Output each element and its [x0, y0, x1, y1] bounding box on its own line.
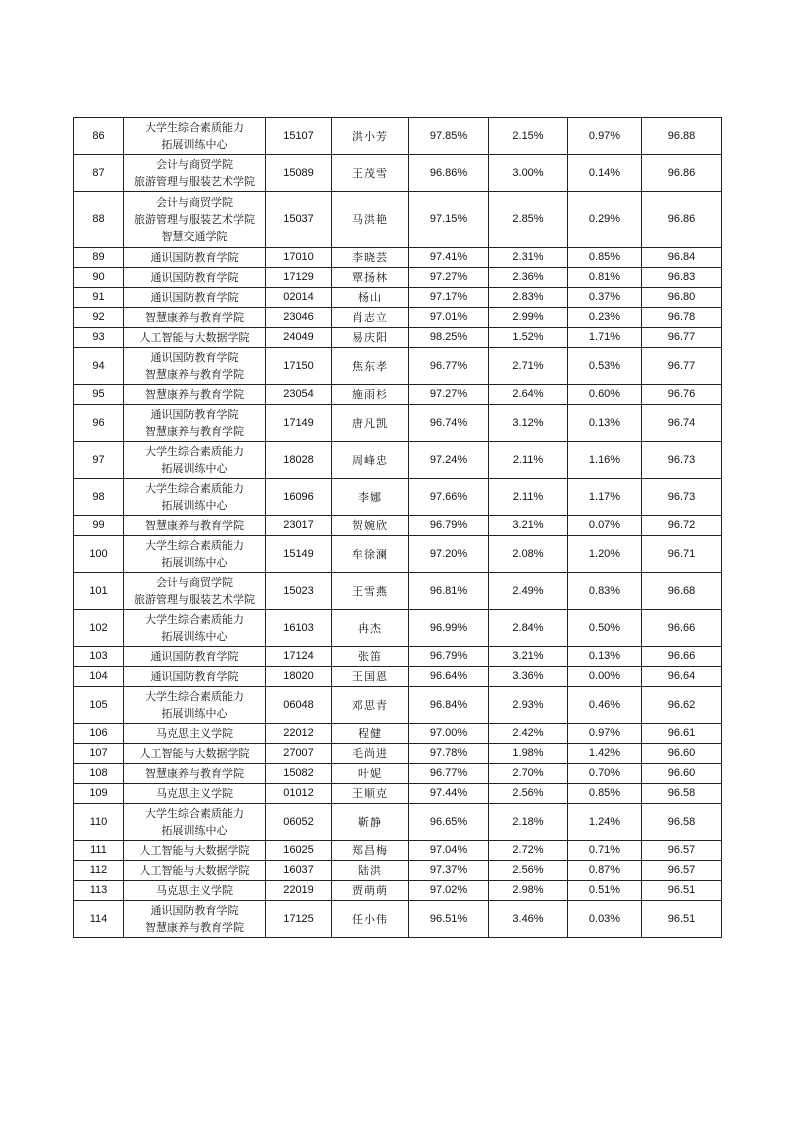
score-cell: 96.64: [642, 667, 722, 687]
id-cell: 16096: [266, 479, 332, 516]
department-cell: 通识国防教育学院 智慧康养与教育学院: [124, 901, 266, 938]
name-cell: 靳静: [332, 804, 409, 841]
rate1-cell: 97.27%: [409, 268, 489, 288]
rank-cell: 86: [74, 118, 124, 155]
score-table: [73, 117, 722, 938]
rate1-cell: 96.79%: [409, 516, 489, 536]
score-cell: 96.51: [642, 901, 722, 938]
name-cell: 毛尚进: [332, 744, 409, 764]
department-cell: 会计与商贸学院 旅游管理与服装艺术学院: [124, 155, 266, 192]
rate1-cell: 97.02%: [409, 881, 489, 901]
name-cell: 郑昌梅: [332, 841, 409, 861]
name-cell: 王顺克: [332, 784, 409, 804]
rank-cell: 90: [74, 268, 124, 288]
rate1-cell: 96.79%: [409, 647, 489, 667]
rate1-cell: 97.37%: [409, 861, 489, 881]
rate2-cell: 2.15%: [489, 118, 568, 155]
table-row: [74, 744, 722, 764]
department-cell: 人工智能与大数据学院: [124, 328, 266, 348]
id-cell: 15082: [266, 764, 332, 784]
score-cell: 96.78: [642, 308, 722, 328]
name-cell: 焦东孝: [332, 348, 409, 385]
rate1-cell: 97.04%: [409, 841, 489, 861]
rate2-cell: 2.11%: [489, 442, 568, 479]
department-cell: 通识国防教育学院: [124, 647, 266, 667]
rate2-cell: 2.70%: [489, 764, 568, 784]
score-cell: 96.86: [642, 155, 722, 192]
rank-cell: 92: [74, 308, 124, 328]
name-cell: 覃扬林: [332, 268, 409, 288]
table-row: [74, 861, 722, 881]
table-row: [74, 155, 722, 192]
score-cell: 96.84: [642, 248, 722, 268]
rank-cell: 100: [74, 536, 124, 573]
rate1-cell: 96.77%: [409, 348, 489, 385]
rate2-cell: 2.85%: [489, 192, 568, 248]
rate3-cell: 1.24%: [568, 804, 642, 841]
table-row: [74, 328, 722, 348]
rate3-cell: 1.17%: [568, 479, 642, 516]
rate2-cell: 1.52%: [489, 328, 568, 348]
score-cell: 96.72: [642, 516, 722, 536]
table-row: [74, 268, 722, 288]
rate1-cell: 98.25%: [409, 328, 489, 348]
score-cell: 96.76: [642, 385, 722, 405]
rate1-cell: 97.20%: [409, 536, 489, 573]
score-cell: 96.71: [642, 536, 722, 573]
department-cell: 智慧康养与教育学院: [124, 308, 266, 328]
name-cell: 贾萌萌: [332, 881, 409, 901]
id-cell: 15037: [266, 192, 332, 248]
rate2-cell: 1.98%: [489, 744, 568, 764]
name-cell: 马洪艳: [332, 192, 409, 248]
table-row: [74, 647, 722, 667]
score-cell: 96.73: [642, 442, 722, 479]
score-cell: 96.73: [642, 479, 722, 516]
id-cell: 22012: [266, 724, 332, 744]
table-row: [74, 764, 722, 784]
rate2-cell: 2.84%: [489, 610, 568, 647]
rate1-cell: 97.01%: [409, 308, 489, 328]
rate3-cell: 0.14%: [568, 155, 642, 192]
name-cell: 肖志立: [332, 308, 409, 328]
department-cell: 通识国防教育学院: [124, 248, 266, 268]
rate1-cell: 96.81%: [409, 573, 489, 610]
rate3-cell: 0.23%: [568, 308, 642, 328]
department-cell: 会计与商贸学院 旅游管理与服装艺术学院 智慧交通学院: [124, 192, 266, 248]
rate2-cell: 2.42%: [489, 724, 568, 744]
rank-cell: 110: [74, 804, 124, 841]
name-cell: 杨山: [332, 288, 409, 308]
department-cell: 马克思主义学院: [124, 784, 266, 804]
rate2-cell: 2.56%: [489, 784, 568, 804]
id-cell: 06052: [266, 804, 332, 841]
rate1-cell: 96.64%: [409, 667, 489, 687]
name-cell: 施雨杉: [332, 385, 409, 405]
score-cell: 96.60: [642, 764, 722, 784]
table-row: [74, 901, 722, 938]
rate1-cell: 96.77%: [409, 764, 489, 784]
rate1-cell: 97.41%: [409, 248, 489, 268]
id-cell: 23054: [266, 385, 332, 405]
rate1-cell: 97.44%: [409, 784, 489, 804]
rank-cell: 111: [74, 841, 124, 861]
rate3-cell: 0.70%: [568, 764, 642, 784]
rank-cell: 112: [74, 861, 124, 881]
id-cell: 15023: [266, 573, 332, 610]
score-cell: 96.88: [642, 118, 722, 155]
rank-cell: 106: [74, 724, 124, 744]
name-cell: 洪小芳: [332, 118, 409, 155]
id-cell: 23046: [266, 308, 332, 328]
table-row: [74, 479, 722, 516]
rank-cell: 99: [74, 516, 124, 536]
rank-cell: 96: [74, 405, 124, 442]
table-row: [74, 442, 722, 479]
rate3-cell: 0.07%: [568, 516, 642, 536]
table-row: [74, 667, 722, 687]
name-cell: 陆洪: [332, 861, 409, 881]
score-cell: 96.74: [642, 405, 722, 442]
id-cell: 18020: [266, 667, 332, 687]
table-row: [74, 724, 722, 744]
rate2-cell: 2.08%: [489, 536, 568, 573]
rate2-cell: 2.31%: [489, 248, 568, 268]
rate2-cell: 2.98%: [489, 881, 568, 901]
table-row: [74, 573, 722, 610]
department-cell: 人工智能与大数据学院: [124, 744, 266, 764]
score-cell: 96.77: [642, 348, 722, 385]
table-row: [74, 348, 722, 385]
table-row: [74, 385, 722, 405]
score-cell: 96.58: [642, 804, 722, 841]
rate2-cell: 2.18%: [489, 804, 568, 841]
rate2-cell: 2.72%: [489, 841, 568, 861]
table-row: [74, 841, 722, 861]
table-row: [74, 804, 722, 841]
name-cell: 王茂雪: [332, 155, 409, 192]
department-cell: 大学生综合素质能力 拓展训练中心: [124, 687, 266, 724]
rate1-cell: 97.27%: [409, 385, 489, 405]
rate3-cell: 0.29%: [568, 192, 642, 248]
rank-cell: 102: [74, 610, 124, 647]
score-cell: 96.83: [642, 268, 722, 288]
table-row: [74, 536, 722, 573]
table-row: [74, 516, 722, 536]
id-cell: 16103: [266, 610, 332, 647]
id-cell: 16025: [266, 841, 332, 861]
rate2-cell: 2.56%: [489, 861, 568, 881]
rate3-cell: 0.46%: [568, 687, 642, 724]
rate1-cell: 97.85%: [409, 118, 489, 155]
name-cell: 王国恩: [332, 667, 409, 687]
department-cell: 大学生综合素质能力 拓展训练中心: [124, 118, 266, 155]
rate3-cell: 0.85%: [568, 784, 642, 804]
id-cell: 17124: [266, 647, 332, 667]
rate3-cell: 0.81%: [568, 268, 642, 288]
table-row: [74, 405, 722, 442]
rate2-cell: 2.49%: [489, 573, 568, 610]
score-cell: 96.57: [642, 841, 722, 861]
score-cell: 96.77: [642, 328, 722, 348]
rate2-cell: 3.46%: [489, 901, 568, 938]
rate3-cell: 0.97%: [568, 118, 642, 155]
name-cell: 张笛: [332, 647, 409, 667]
id-cell: 16037: [266, 861, 332, 881]
rate2-cell: 2.93%: [489, 687, 568, 724]
rate3-cell: 0.85%: [568, 248, 642, 268]
id-cell: 24049: [266, 328, 332, 348]
id-cell: 06048: [266, 687, 332, 724]
department-cell: 智慧康养与教育学院: [124, 764, 266, 784]
rate1-cell: 97.00%: [409, 724, 489, 744]
rank-cell: 93: [74, 328, 124, 348]
rate3-cell: 0.53%: [568, 348, 642, 385]
score-cell: 96.60: [642, 744, 722, 764]
rate3-cell: 0.51%: [568, 881, 642, 901]
department-cell: 通识国防教育学院: [124, 288, 266, 308]
rate3-cell: 0.87%: [568, 861, 642, 881]
department-cell: 人工智能与大数据学院: [124, 841, 266, 861]
department-cell: 通识国防教育学院: [124, 268, 266, 288]
department-cell: 通识国防教育学院 智慧康养与教育学院: [124, 405, 266, 442]
id-cell: 27007: [266, 744, 332, 764]
rate2-cell: 3.36%: [489, 667, 568, 687]
table-row: [74, 308, 722, 328]
rank-cell: 89: [74, 248, 124, 268]
rank-cell: 97: [74, 442, 124, 479]
rate3-cell: 0.37%: [568, 288, 642, 308]
id-cell: 17150: [266, 348, 332, 385]
name-cell: 冉杰: [332, 610, 409, 647]
table-row: [74, 687, 722, 724]
department-cell: 智慧康养与教育学院: [124, 516, 266, 536]
rank-cell: 101: [74, 573, 124, 610]
id-cell: 18028: [266, 442, 332, 479]
rate2-cell: 3.00%: [489, 155, 568, 192]
rate2-cell: 2.11%: [489, 479, 568, 516]
department-cell: 大学生综合素质能力 拓展训练中心: [124, 442, 266, 479]
table-row: [74, 784, 722, 804]
rate2-cell: 3.21%: [489, 647, 568, 667]
department-cell: 会计与商贸学院 旅游管理与服装艺术学院: [124, 573, 266, 610]
name-cell: 邓思青: [332, 687, 409, 724]
department-cell: 马克思主义学院: [124, 724, 266, 744]
score-cell: 96.62: [642, 687, 722, 724]
score-cell: 96.68: [642, 573, 722, 610]
id-cell: 15107: [266, 118, 332, 155]
name-cell: 叶妮: [332, 764, 409, 784]
id-cell: 01012: [266, 784, 332, 804]
score-cell: 96.80: [642, 288, 722, 308]
rank-cell: 98: [74, 479, 124, 516]
rank-cell: 94: [74, 348, 124, 385]
rate2-cell: 2.83%: [489, 288, 568, 308]
id-cell: 15089: [266, 155, 332, 192]
department-cell: 大学生综合素质能力 拓展训练中心: [124, 610, 266, 647]
rate3-cell: 0.71%: [568, 841, 642, 861]
table-row: [74, 288, 722, 308]
rank-cell: 88: [74, 192, 124, 248]
rank-cell: 95: [74, 385, 124, 405]
table-row: [74, 192, 722, 248]
rate3-cell: 1.71%: [568, 328, 642, 348]
rate1-cell: 97.15%: [409, 192, 489, 248]
id-cell: 17149: [266, 405, 332, 442]
name-cell: 程健: [332, 724, 409, 744]
department-cell: 人工智能与大数据学院: [124, 861, 266, 881]
department-cell: 通识国防教育学院: [124, 667, 266, 687]
score-cell: 96.58: [642, 784, 722, 804]
name-cell: 唐凡凯: [332, 405, 409, 442]
rate3-cell: 0.97%: [568, 724, 642, 744]
department-cell: 大学生综合素质能力 拓展训练中心: [124, 536, 266, 573]
rank-cell: 104: [74, 667, 124, 687]
rate1-cell: 96.51%: [409, 901, 489, 938]
table-row: [74, 610, 722, 647]
department-cell: 大学生综合素质能力 拓展训练中心: [124, 479, 266, 516]
name-cell: 贺婉欣: [332, 516, 409, 536]
id-cell: 17010: [266, 248, 332, 268]
rate3-cell: 1.20%: [568, 536, 642, 573]
rate2-cell: 2.71%: [489, 348, 568, 385]
rate1-cell: 96.84%: [409, 687, 489, 724]
rank-cell: 109: [74, 784, 124, 804]
rate1-cell: 97.78%: [409, 744, 489, 764]
rate1-cell: 97.17%: [409, 288, 489, 308]
id-cell: 15149: [266, 536, 332, 573]
name-cell: 周峰忠: [332, 442, 409, 479]
rank-cell: 108: [74, 764, 124, 784]
department-cell: 智慧康养与教育学院: [124, 385, 266, 405]
id-cell: 17129: [266, 268, 332, 288]
table-row: [74, 248, 722, 268]
rate3-cell: 0.50%: [568, 610, 642, 647]
name-cell: 李娜: [332, 479, 409, 516]
rank-cell: 114: [74, 901, 124, 938]
id-cell: 17125: [266, 901, 332, 938]
table-row: [74, 118, 722, 155]
score-cell: 96.61: [642, 724, 722, 744]
rate2-cell: 2.36%: [489, 268, 568, 288]
id-cell: 22019: [266, 881, 332, 901]
table-row: [74, 881, 722, 901]
id-cell: 02014: [266, 288, 332, 308]
rank-cell: 113: [74, 881, 124, 901]
rate1-cell: 97.66%: [409, 479, 489, 516]
rate3-cell: 1.42%: [568, 744, 642, 764]
id-cell: 23017: [266, 516, 332, 536]
rate1-cell: 96.74%: [409, 405, 489, 442]
rate3-cell: 0.13%: [568, 405, 642, 442]
rate2-cell: 2.99%: [489, 308, 568, 328]
rate3-cell: 0.03%: [568, 901, 642, 938]
rank-cell: 87: [74, 155, 124, 192]
rate3-cell: 0.83%: [568, 573, 642, 610]
rate1-cell: 96.99%: [409, 610, 489, 647]
name-cell: 易庆阳: [332, 328, 409, 348]
rate3-cell: 0.13%: [568, 647, 642, 667]
name-cell: 李晓芸: [332, 248, 409, 268]
table-body: [74, 118, 722, 938]
name-cell: 任小伟: [332, 901, 409, 938]
rate2-cell: 3.12%: [489, 405, 568, 442]
rate2-cell: 2.64%: [489, 385, 568, 405]
rate1-cell: 96.86%: [409, 155, 489, 192]
rank-cell: 91: [74, 288, 124, 308]
score-cell: 96.57: [642, 861, 722, 881]
rate3-cell: 1.16%: [568, 442, 642, 479]
score-cell: 96.51: [642, 881, 722, 901]
rank-cell: 107: [74, 744, 124, 764]
rate3-cell: 0.00%: [568, 667, 642, 687]
name-cell: 牟徐澜: [332, 536, 409, 573]
rate3-cell: 0.60%: [568, 385, 642, 405]
score-cell: 96.86: [642, 192, 722, 248]
score-cell: 96.66: [642, 610, 722, 647]
name-cell: 王雪燕: [332, 573, 409, 610]
department-cell: 马克思主义学院: [124, 881, 266, 901]
department-cell: 大学生综合素质能力 拓展训练中心: [124, 804, 266, 841]
rate2-cell: 3.21%: [489, 516, 568, 536]
rate1-cell: 96.65%: [409, 804, 489, 841]
score-cell: 96.66: [642, 647, 722, 667]
rank-cell: 103: [74, 647, 124, 667]
rate1-cell: 97.24%: [409, 442, 489, 479]
rank-cell: 105: [74, 687, 124, 724]
department-cell: 通识国防教育学院 智慧康养与教育学院: [124, 348, 266, 385]
